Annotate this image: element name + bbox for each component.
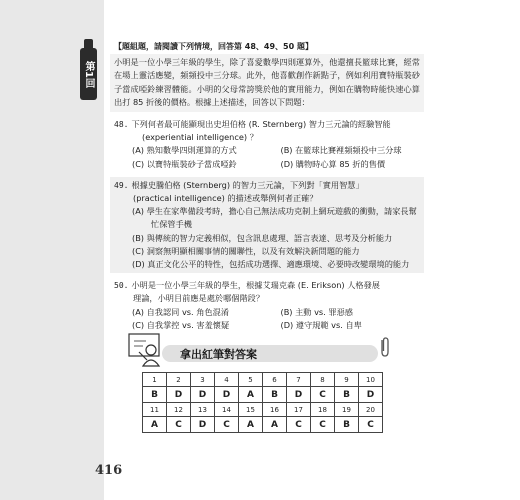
answer-number: 18 (311, 403, 335, 417)
answer-number: 12 (167, 403, 191, 417)
chapter-tab-label: 第1回 (83, 60, 94, 88)
answer-value: D (215, 387, 239, 403)
clip-icon-top (84, 39, 93, 49)
question-stem: 根據史騰伯格 (Sternberg) 的智力三元論，下列對「實用智慧」 (131, 179, 364, 190)
paperclip-icon (378, 336, 392, 358)
answer-value: A (143, 417, 167, 433)
option-c[interactable]: (C) 洞察無明顯相關事情的關聯性，以及有效解決新問題的能力 (132, 245, 360, 256)
question-stem-cont: (practical intelligence) 的描述或舉例何者正確？ (133, 193, 318, 204)
answer-number-row (143, 403, 383, 417)
answer-number: 20 (359, 403, 383, 417)
answer-table (142, 372, 383, 433)
question-49 (110, 177, 424, 273)
answer-value: A (263, 417, 287, 433)
answer-number: 3 (191, 373, 215, 387)
answer-value: C (215, 417, 239, 433)
option-a[interactable]: (A) 熟知數學四則運算的方式 (132, 145, 237, 156)
answer-value: D (359, 387, 383, 403)
question-stem: 小明是一位小學三年級的學生，根據艾瑞克森 (E. Erikson) 人格發展 (131, 280, 380, 291)
question-content (114, 40, 420, 332)
question-number: 50. (114, 281, 129, 291)
option-b[interactable]: (B) 主動 vs. 罪惡感 (280, 306, 353, 317)
answer-number: 8 (311, 373, 335, 387)
answer-value: B (143, 387, 167, 403)
answer-value: A (239, 417, 263, 433)
answer-value: A (239, 387, 263, 403)
answer-number-row (143, 373, 383, 387)
answer-number: 9 (335, 373, 359, 387)
answer-value: D (287, 387, 311, 403)
answer-value: C (359, 417, 383, 433)
answer-value: D (167, 387, 191, 403)
answer-number: 1 (143, 373, 167, 387)
question-50 (114, 279, 420, 332)
answer-number: 6 (263, 373, 287, 387)
answer-number: 5 (239, 373, 263, 387)
option-d[interactable]: (D) 遵守規範 vs. 自卑 (280, 319, 362, 330)
answer-number: 4 (215, 373, 239, 387)
answer-title: 拿出紅筆對答案 (180, 348, 257, 361)
option-d[interactable]: (D) 真正文化公平的特性，包括成功選擇、適應環境、必要時改變環境的能力 (132, 259, 410, 270)
answer-number: 7 (287, 373, 311, 387)
option-c[interactable]: (C) 自我掌控 vs. 害羞懷疑 (132, 319, 230, 330)
question-stem-cont: 理論，小明目前應是處於哪個階段？ (133, 293, 265, 304)
question-number: 49. (114, 180, 129, 190)
answer-number: 10 (359, 373, 383, 387)
answer-value: C (311, 387, 335, 403)
question-48 (114, 118, 420, 171)
option-d[interactable]: (D) 購物時心算 85 折的售價 (280, 158, 386, 169)
section-heading: 【題組題，請閱讀下列情境，回答第 48、49、50 題】 (114, 42, 313, 51)
scenario-passage: 小明是一位小學三年級的學生，除了喜愛數學四則運算外，他還擅長籃球比賽，經常在場上靈活應變，頻頻投中三分球。此外，他喜歡創作新點子，例如利用寶特瓶裝砂子當成啞鈴練習體能。小明的父母常誇獎於他的實用能力，例如在購物時能快速心算出打 85 折後的價格。根據上述描述，回答以下問題： (110, 54, 424, 112)
answer-value: D (191, 387, 215, 403)
answer-number: 17 (287, 403, 311, 417)
answer-number: 13 (191, 403, 215, 417)
answer-value: C (167, 417, 191, 433)
answer-value: B (335, 417, 359, 433)
option-a[interactable]: (A) 學生在家準備段考時，擔心自己無法成功克制上網玩遊戲的衝動，請家長幫忙保管手機 (132, 206, 417, 230)
answer-number: 11 (143, 403, 167, 417)
answer-header (126, 338, 384, 364)
answer-number: 16 (263, 403, 287, 417)
answer-value: C (311, 417, 335, 433)
option-b[interactable]: (B) 在籃球比賽裡頻頻投中三分球 (280, 145, 402, 156)
option-a[interactable]: (A) 自我認同 vs. 角色混淆 (132, 306, 230, 317)
teacher-illustration-icon (126, 332, 164, 368)
answer-number: 2 (167, 373, 191, 387)
answer-number: 15 (239, 403, 263, 417)
answer-number: 14 (215, 403, 239, 417)
answer-value: B (263, 387, 287, 403)
question-stem-cont: (experiential intelligence) ？ (142, 132, 258, 143)
answer-value: B (335, 387, 359, 403)
option-b[interactable]: (B) 與傳統的智力定義相似，包含訊息處理、語言表達、思考及分析能力 (132, 232, 393, 243)
chapter-tab (80, 48, 97, 100)
question-number: 48. (114, 120, 129, 130)
answer-value: C (287, 417, 311, 433)
option-c[interactable]: (C) 以寶特瓶裝砂子當成啞鈴 (132, 158, 237, 169)
answer-value: D (191, 417, 215, 433)
answer-value-row (143, 417, 383, 433)
question-stem: 下列何者最可能顯現出史坦伯格 (R. Sternberg) 智力三元論的經驗智能 (131, 119, 391, 130)
page-number: 416 (95, 463, 123, 478)
answer-value-row (143, 387, 383, 403)
answer-number: 19 (335, 403, 359, 417)
